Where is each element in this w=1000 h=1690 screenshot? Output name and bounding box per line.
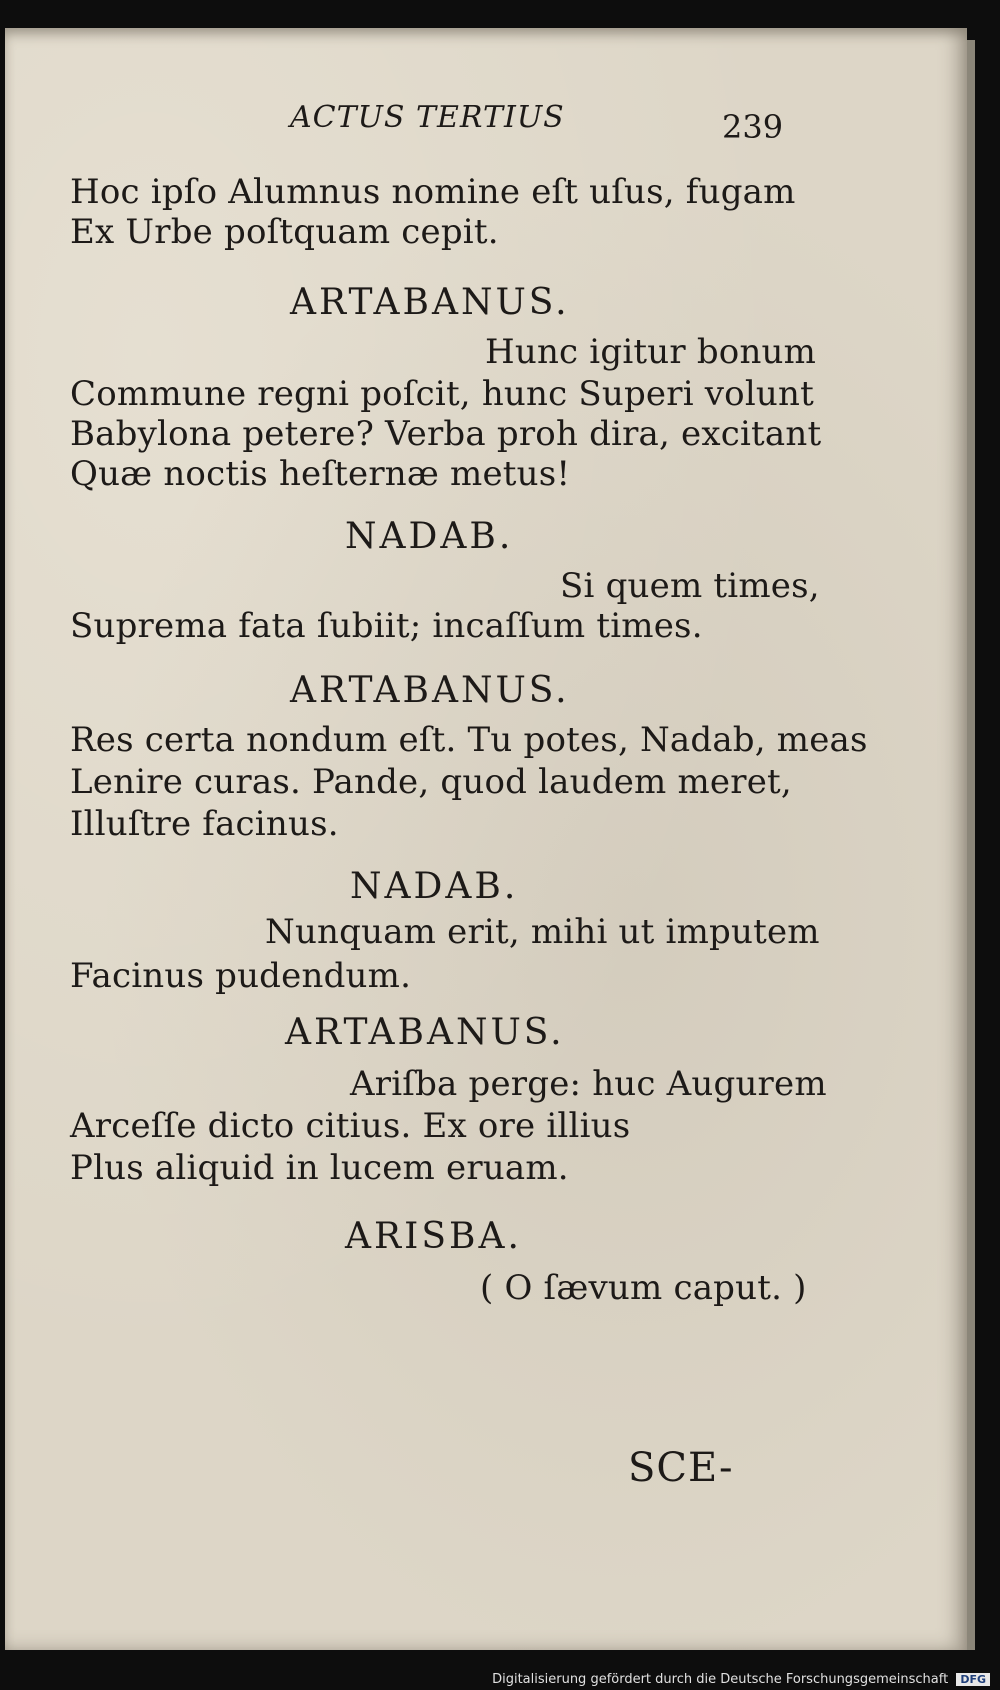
- text-line: Res certa nondum eſt. Tu potes, Nadab, meas: [70, 720, 868, 760]
- footer-credit-text: Digitalisierung gefördert durch die Deutsche Forschungsgemeinschaft: [492, 1672, 949, 1687]
- text-line: Quæ noctis heſternæ metus!: [70, 454, 571, 494]
- speaker-name: ARTABANUS.: [290, 670, 570, 711]
- text-line: ( O ſævum caput. ): [480, 1268, 807, 1308]
- running-head: ACTUS TERTIUS: [290, 100, 565, 135]
- speaker-name: NADAB.: [350, 866, 519, 907]
- text-line: Ariſba perge: huc Augurem: [350, 1064, 827, 1104]
- text-line: Babylona petere? Verba proh dira, excitant: [70, 414, 822, 454]
- text-line: Illuſtre facinus.: [70, 804, 339, 844]
- text-line: Suprema fata ſubiit; incaſſum times.: [70, 606, 703, 646]
- text-line: Nunquam erit, mihi ut imputem: [265, 912, 820, 952]
- speaker-name: ARISBA.: [345, 1216, 522, 1257]
- speaker-name: ARTABANUS.: [290, 282, 570, 323]
- text-line: Plus aliquid in lucem eruam.: [70, 1148, 569, 1188]
- text-line: Si quem times,: [560, 566, 820, 606]
- dfg-logo-icon: DFG: [956, 1673, 990, 1686]
- text-line: Facinus pudendum.: [70, 956, 412, 996]
- speaker-name: ARTABANUS.: [285, 1012, 565, 1053]
- text-line: Hoc ipſo Alumnus nomine eſt uſus, fugam: [70, 172, 796, 212]
- speaker-name: NADAB.: [345, 516, 514, 557]
- text-line: Lenire curas. Pande, quod laudem meret,: [70, 762, 792, 802]
- page-edge: [967, 40, 975, 1650]
- text-line: Commune regni poſcit, hunc Superi volunt: [70, 374, 814, 414]
- footer-credit: [492, 1672, 990, 1687]
- catchword: SCE-: [628, 1445, 734, 1491]
- text-line: Hunc igitur bonum: [485, 332, 817, 372]
- page-number: 239: [722, 108, 784, 146]
- text-line: Arceſſe dicto citius. Ex ore illius: [70, 1106, 631, 1146]
- text-line: Ex Urbe poſtquam cepit.: [70, 212, 499, 252]
